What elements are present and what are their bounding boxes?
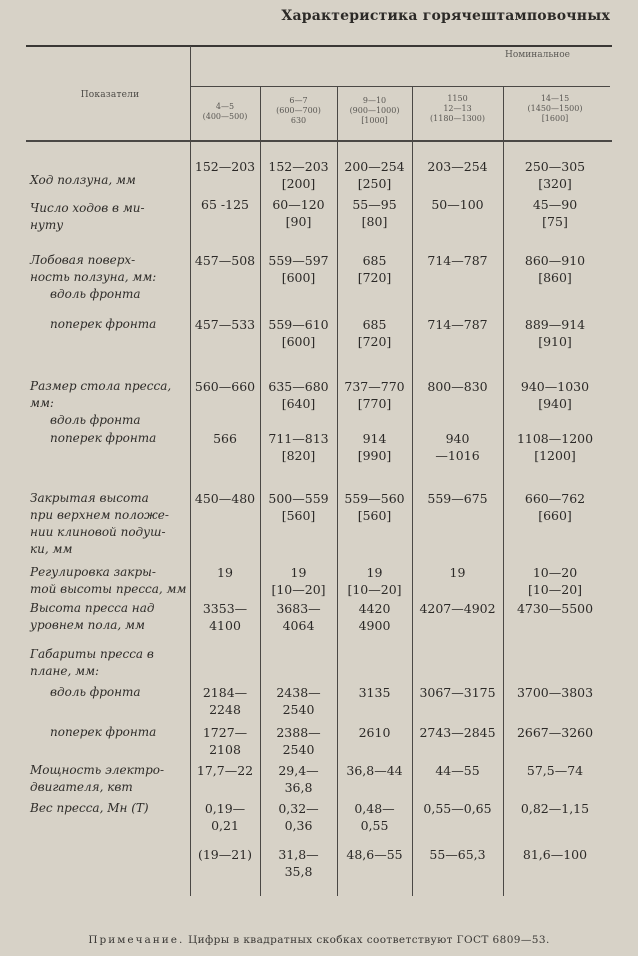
top-rule (26, 45, 612, 47)
table-cell: 250—305 [320] (524, 159, 586, 191)
nominal-rule (190, 86, 610, 87)
row-label: Высота пресса над уровнем пола, мм (30, 601, 155, 632)
table-cell: 457—533 (194, 317, 256, 332)
table-cell: 714—787 (427, 253, 488, 268)
table-cell: 2388— 2540 (276, 725, 321, 757)
table-cell: 44—55 (435, 763, 480, 778)
table-cell: 29,4— 36,8 (278, 763, 319, 795)
table-cell: 50—100 (431, 197, 484, 212)
table-cell: 559—560 [560] (344, 491, 405, 523)
table-cell: 152—203 [200] (268, 159, 329, 191)
table-cell: 60—120 [90] (272, 197, 325, 229)
table-cell: 914 [990] (357, 431, 392, 463)
table-cell: 559—610 [600] (268, 317, 329, 349)
table-cell: 4420 4900 (358, 601, 391, 633)
table-cell: 660—762 [660] (524, 491, 586, 523)
table-cell: 3067—3175 (419, 685, 496, 700)
table-cell: 36,8—44 (346, 763, 403, 778)
table-cell: 17,7—22 (196, 763, 254, 778)
header-bottom-rule (26, 140, 612, 142)
table-cell: 800—830 (427, 379, 488, 394)
row-label: Вес пресса, Мн (Т) (30, 801, 149, 815)
row-label: Число ходов в ми- нуту (30, 201, 145, 232)
table-cell: 65 -125 (201, 197, 249, 212)
table-cell: 4730—5500 (516, 601, 594, 616)
table-cell: 19 (217, 565, 233, 580)
table-cell: 10—20 [10—20] (527, 565, 583, 597)
row-label: Габариты пресса в плане, мм: (30, 647, 154, 678)
table-cell: 152—203 (194, 159, 256, 174)
table-cell: 2667—3260 (516, 725, 594, 740)
table-cell: 203—254 (427, 159, 488, 174)
table-cell: 889—914 [910] (524, 317, 586, 349)
table-cell: 19 [10—20] (347, 565, 402, 597)
row-label: поперек фронта (50, 725, 157, 739)
column-header: 4—5 (400—500) (202, 102, 248, 121)
row-label: вдоль фронта (50, 685, 141, 699)
table-cell: 48,6—55 (346, 847, 403, 862)
column-header: 1150 12—13 (1180—1300) (430, 94, 485, 123)
table-cell: 19 (449, 565, 466, 580)
row-label: поперек фронта (50, 317, 157, 331)
table-cell: 559—597 [600] (268, 253, 329, 285)
footnote (0, 934, 638, 946)
table-cell: 3353— 4100 (202, 601, 248, 633)
table-cell: 200—254 [250] (344, 159, 405, 191)
table-cell: 1108—1200 [1200] (516, 431, 594, 463)
table-title: Характеристика горячештамповочных (281, 8, 610, 24)
table-cell: 0,48— 0,55 (354, 801, 395, 833)
table-cell: 3700—3803 (516, 685, 594, 700)
footnote-text: Цифры в квадратных скобках соответствуют ГОСТ 6809—53. (188, 934, 550, 946)
table-cell: (19—21) (197, 847, 253, 862)
table-cell: 450—480 (194, 491, 256, 506)
table-cell: 737—770 [770] (344, 379, 405, 411)
table-cell: 559—675 (427, 491, 488, 506)
table-cell: 711—813 [820] (268, 431, 329, 463)
row-label: Размер стола пресса, мм: вдоль фронта (30, 379, 172, 427)
table-cell: 81,6—100 (522, 847, 588, 862)
row-label: Ход ползуна, мм (30, 173, 136, 187)
row-label: Лобовая поверх- ность ползуна, мм: вдоль фронта (30, 253, 157, 301)
column-header: 6—7 (600—700) 630 (276, 96, 321, 125)
table-cell: 940 —1016 (435, 431, 480, 463)
table-cell: 3135 (358, 685, 391, 700)
table-cell: 55—95 [80] (352, 197, 397, 229)
table-cell: 566 (213, 431, 237, 446)
table-cell: 457—508 (194, 253, 256, 268)
table-cell: 0,82—1,15 (520, 801, 590, 816)
table-cell: 57,5—74 (526, 763, 584, 778)
table-cell: 55—65,3 (429, 847, 486, 862)
table-cell: 940—1030 [940] (520, 379, 590, 411)
footnote-label: Примечание. (88, 934, 185, 946)
table-cell: 19 [10—20] (271, 565, 326, 597)
table-cell: 560—660 (194, 379, 256, 394)
row-label: поперек фронта (50, 431, 157, 445)
row-label: Закрытая высота при верхнем положе- нии клиновой подуш- ки, мм (30, 491, 169, 556)
table-cell: 2610 (358, 725, 391, 740)
table-cell: 500—559 [560] (268, 491, 329, 523)
table-cell: 2743—2845 (419, 725, 496, 740)
table-cell: 3683— 4064 (276, 601, 321, 633)
column-header: 9—10 (900—1000) [1000] (349, 96, 400, 125)
table-cell: 0,32— 0,36 (278, 801, 319, 833)
table-cell: 714—787 (427, 317, 488, 332)
column-header: 14—15 (1450—1500) [1600] (527, 94, 583, 123)
table-cell: 31,8— 35,8 (278, 847, 319, 879)
table-cell: 2438— 2540 (276, 685, 321, 717)
row-label: Регулировка закры- той высоты пресса, мм (30, 565, 187, 596)
params-column-title: Показатели (80, 90, 140, 100)
table-cell: 1727— 2108 (202, 725, 248, 757)
row-label: Мощность электро- двигателя, квт (30, 763, 165, 794)
table-cell: 635—680 [640] (268, 379, 329, 411)
table-cell: 2184— 2248 (202, 685, 248, 717)
table-cell: 4207—4902 (419, 601, 496, 616)
table-cell: 685 [720] (357, 253, 392, 285)
table-cell: 45—90 [75] (532, 197, 578, 229)
table-cell: 860—910 [860] (524, 253, 586, 285)
table-cell: 685 [720] (357, 317, 392, 349)
table-cell: 0,55—0,65 (423, 801, 492, 816)
table-cell: 0,19— 0,21 (204, 801, 246, 833)
nominal-label: Номинальное (505, 50, 570, 60)
